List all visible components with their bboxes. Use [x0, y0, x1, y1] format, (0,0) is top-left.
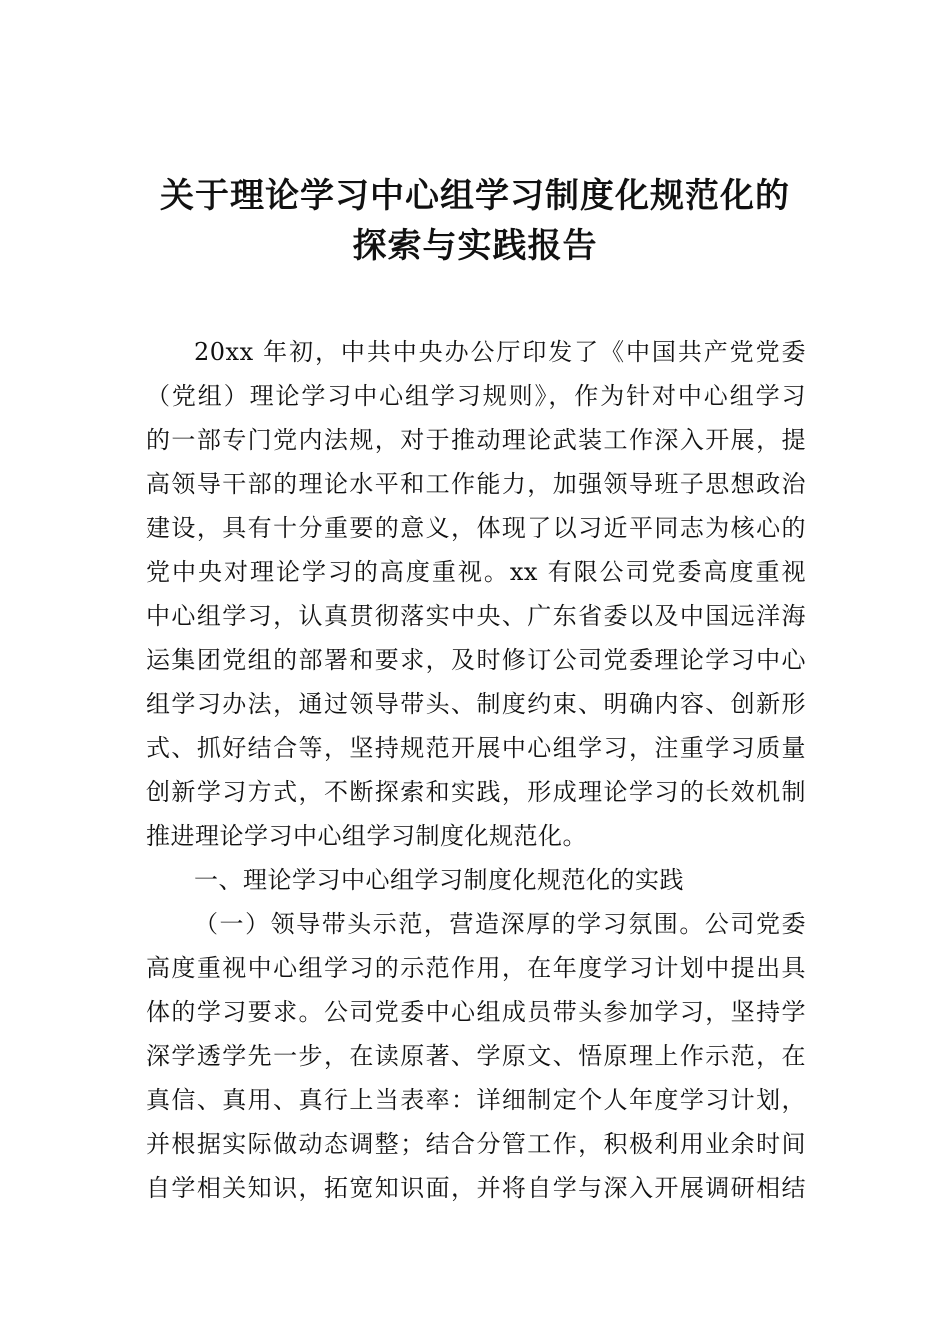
paragraph-line: 中心组学习，认真贯彻落实中央、广东省委以及中国远洋海: [146, 602, 806, 630]
section-heading: 一、理论学习中心组学习制度化规范化的实践: [194, 866, 684, 894]
document-title-line-2: 探索与实践报告: [352, 226, 598, 266]
paragraph-line: 20xx 年初，中共中央办公厅印发了《中国共产党党委: [194, 338, 806, 366]
paragraph-line: 高领导干部的理论水平和工作能力，加强领导班子思想政治: [146, 470, 806, 498]
paragraph-line: 的一部专门党内法规，对于推动理论武装工作深入开展，提: [146, 426, 806, 454]
document-body: [146, 330, 806, 1210]
paragraph-line: 真信、真用、真行上当表率：详细制定个人年度学习计划，: [146, 1086, 806, 1114]
paragraph-line: （一）领导带头示范，营造深厚的学习氛围。公司党委: [194, 910, 806, 938]
paragraph-line: 自学相关知识，拓宽知识面，并将自学与深入开展调研相结: [146, 1174, 806, 1202]
paragraph-line: 组学习办法，通过领导带头、制度约束、明确内容、创新形: [146, 690, 806, 718]
paragraph-line: 建设，具有十分重要的意义，体现了以习近平同志为核心的: [146, 514, 806, 542]
paragraph-line: 深学透学先一步，在读原著、学原文、悟原理上作示范，在: [146, 1042, 806, 1070]
document-title-line-1: 关于理论学习中心组学习制度化规范化的: [160, 176, 790, 216]
paragraph-line: 体的学习要求。公司党委中心组成员带头参加学习，坚持学: [146, 998, 806, 1026]
paragraph-line: 高度重视中心组学习的示范作用，在年度学习计划中提出具: [146, 954, 806, 982]
paragraph-line: 运集团党组的部署和要求，及时修订公司党委理论学习中心: [146, 646, 806, 674]
paragraph-line: 推进理论学习中心组学习制度化规范化。: [146, 822, 587, 850]
paragraph-line: （党组）理论学习中心组学习规则》，作为针对中心组学习: [146, 382, 806, 410]
paragraph-line: 创新学习方式，不断探索和实践，形成理论学习的长效机制: [146, 778, 806, 806]
paragraph-line: 并根据实际做动态调整；结合分管工作，积极利用业余时间: [146, 1130, 806, 1158]
paragraph-line: 式、抓好结合等，坚持规范开展中心组学习，注重学习质量: [146, 734, 806, 762]
paragraph-line: 党中央对理论学习的高度重视。xx 有限公司党委高度重视: [146, 558, 806, 586]
